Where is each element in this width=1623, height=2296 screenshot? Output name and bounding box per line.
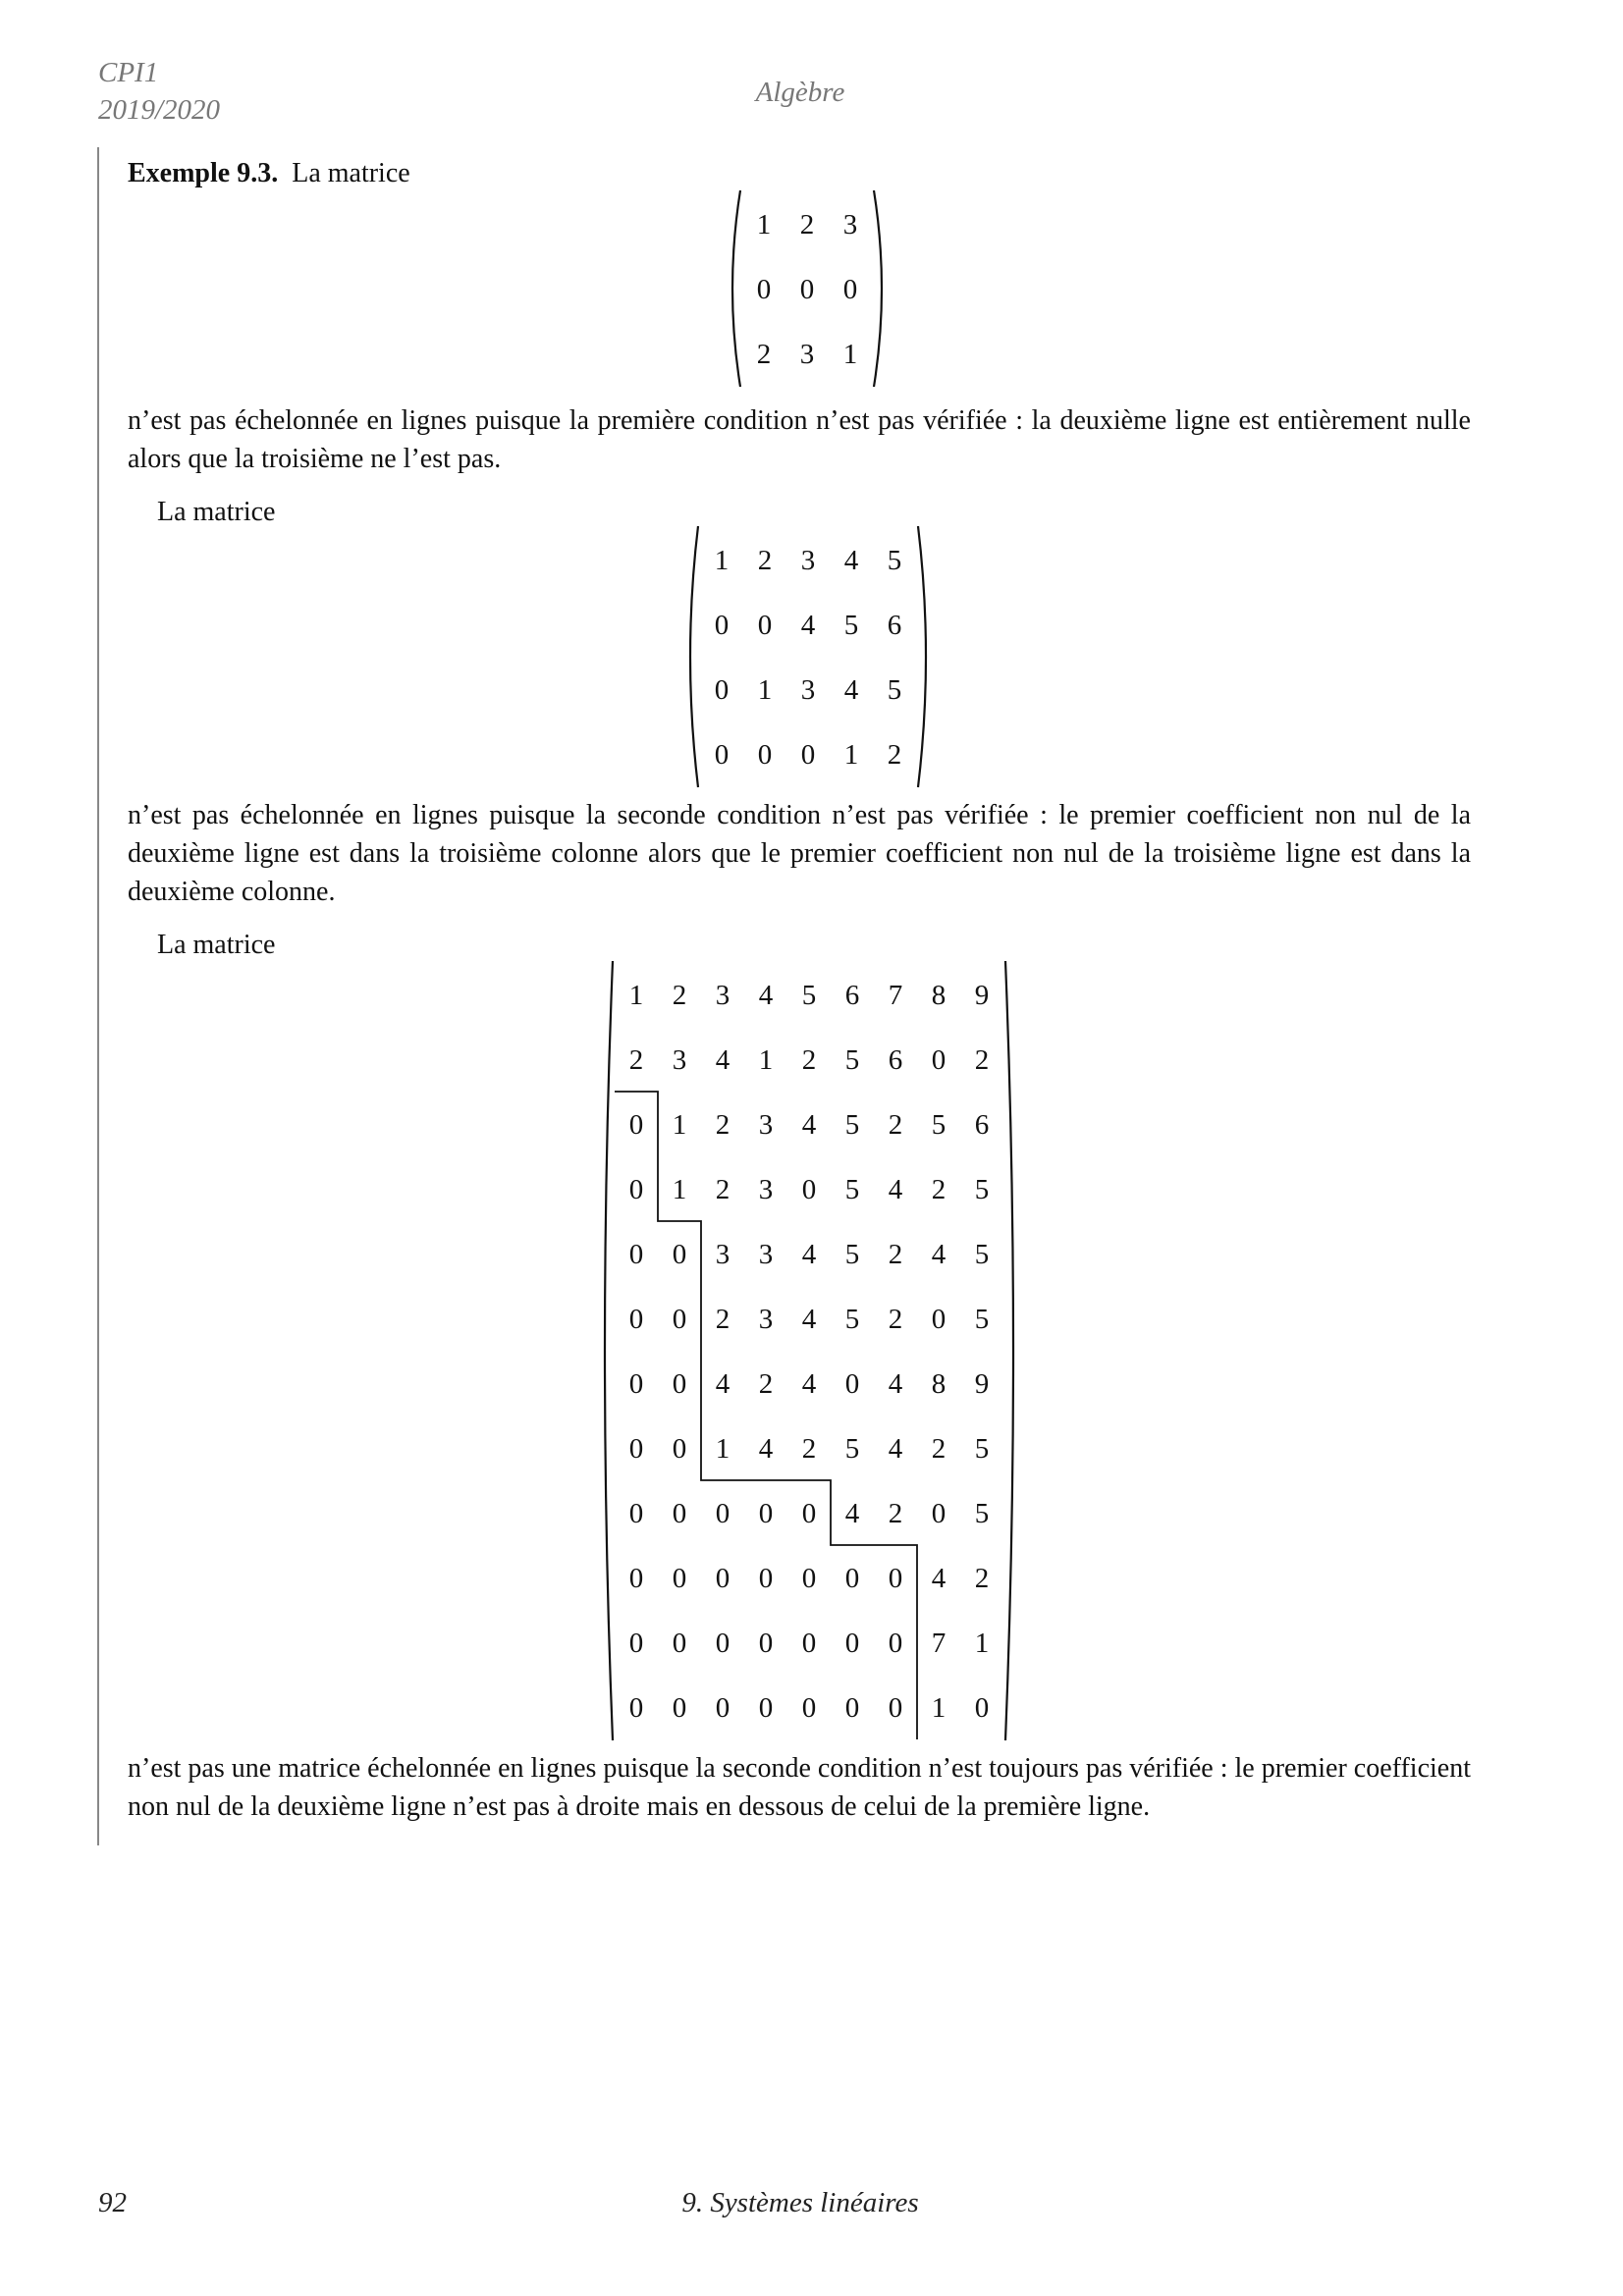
matrix-entry: 0	[799, 274, 815, 305]
matrix-entry: 2	[715, 1109, 730, 1141]
subject-title: Algèbre	[755, 77, 845, 108]
matrix-entry: 0	[672, 1433, 687, 1465]
matrix-entry: 0	[888, 1563, 903, 1594]
matrix-entry: 0	[801, 1498, 817, 1529]
matrix-entry: 0	[628, 1692, 644, 1724]
matrix1-intro: La matrice	[292, 158, 410, 188]
matrix-entry: 4	[843, 674, 859, 706]
matrix-entry: 0	[844, 1563, 860, 1594]
matrix-entry: 0	[628, 1433, 644, 1465]
matrix-entry: 3	[715, 980, 730, 1011]
matrix-entry: 0	[800, 739, 816, 771]
matrix-entry: 0	[974, 1692, 990, 1724]
matrix-entry: 4	[888, 1368, 903, 1400]
chapter-title: 9. Systèmes linéaires	[681, 2187, 919, 2218]
matrix-entry: 1	[672, 1174, 687, 1205]
matrix-entry: 2	[715, 1304, 730, 1335]
matrix-2	[684, 522, 932, 791]
matrix-entry: 4	[801, 1304, 817, 1335]
matrix-entry: 0	[714, 739, 730, 771]
matrix-entry: 0	[801, 1692, 817, 1724]
matrix-entry: 2	[888, 1304, 903, 1335]
page-number: 92	[98, 2187, 127, 2218]
matrix-entry: 0	[715, 1563, 730, 1594]
matrix-entry: 0	[672, 1628, 687, 1659]
matrix-entry: 2	[931, 1433, 947, 1465]
matrix-entry: 0	[672, 1304, 687, 1335]
matrix-entry: 5	[844, 1109, 860, 1141]
matrix-entry: 2	[628, 1044, 644, 1076]
matrix-entry: 0	[757, 610, 773, 641]
paragraph-2: n’est pas échelonnée en lignes puisque la seconde condition n’est pas vérifiée : le premier coefficient non nul de la deuxième ligne est dans la troisième colonne alors que le premier coefficient non nul de la troisième ligne est dans la deuxième colonne.	[128, 800, 1471, 907]
matrix-entry: 0	[801, 1174, 817, 1205]
matrix-entry: 0	[844, 1368, 860, 1400]
matrix-entry: 0	[931, 1304, 947, 1335]
matrix-entry: 0	[628, 1304, 644, 1335]
matrix-entry: 0	[758, 1692, 774, 1724]
matrix-entry: 5	[801, 980, 817, 1011]
academic-year: 2019/2020	[98, 94, 221, 126]
matrix-entry: 5	[974, 1239, 990, 1270]
left-parenthesis	[732, 190, 740, 387]
matrix-entry: 0	[758, 1498, 774, 1529]
matrix-entry: 5	[844, 1239, 860, 1270]
matrix-entry: 0	[672, 1563, 687, 1594]
matrix-entry: 5	[931, 1109, 947, 1141]
matrix-entry: 1	[843, 739, 859, 771]
matrix-entry: 2	[801, 1433, 817, 1465]
matrix-entry: 8	[931, 980, 947, 1011]
matrix-entry: 4	[758, 980, 774, 1011]
matrix-entry: 9	[974, 1368, 990, 1400]
paragraph-1: n’est pas échelonnée en lignes puisque la première condition n’est pas vérifiée : la deuxième ligne est entièrement nulle alors que la troisième ne l’est pas.	[128, 405, 1471, 474]
matrix-entry: 3	[842, 209, 858, 240]
matrix-entry: 0	[628, 1109, 644, 1141]
matrix-entry: 9	[974, 980, 990, 1011]
matrix-entry: 0	[801, 1563, 817, 1594]
matrix-entry: 0	[758, 1563, 774, 1594]
right-parenthesis	[918, 526, 926, 787]
matrix-entry: 4	[801, 1368, 817, 1400]
matrix2-intro: La matrice	[157, 497, 276, 527]
matrix-entry: 2	[931, 1174, 947, 1205]
matrix-entry: 0	[931, 1044, 947, 1076]
matrix-entry: 4	[801, 1239, 817, 1270]
matrix-entry: 5	[844, 1044, 860, 1076]
matrix-entry: 5	[974, 1304, 990, 1335]
matrix-entry: 5	[844, 1433, 860, 1465]
matrix-entry: 1	[628, 980, 644, 1011]
matrix-entry: 0	[888, 1692, 903, 1724]
matrix-entry: 2	[888, 1498, 903, 1529]
matrix-entry: 6	[888, 1044, 903, 1076]
matrix-entry: 0	[628, 1498, 644, 1529]
matrix-entry: 2	[888, 1109, 903, 1141]
matrix-entry: 3	[758, 1109, 774, 1141]
matrix-entry: 6	[844, 980, 860, 1011]
matrix-entry: 2	[715, 1174, 730, 1205]
matrix-entry: 0	[714, 674, 730, 706]
matrix-entry: 3	[758, 1239, 774, 1270]
right-parenthesis	[874, 190, 882, 387]
matrix-entry: 4	[888, 1174, 903, 1205]
paragraph-3: n’est pas une matrice échelonnée en lignes puisque la seconde condition n’est toujours pas vérifiée : le premier coefficient non nul de la deuxième ligne n’est pas à droite mais en dessous de celui de la première ligne.	[128, 1753, 1471, 1822]
matrix-entry: 0	[628, 1628, 644, 1659]
matrix-entry: 3	[758, 1174, 774, 1205]
matrix-entry: 3	[758, 1304, 774, 1335]
matrix-entry: 7	[931, 1628, 947, 1659]
matrix-entry: 4	[931, 1563, 947, 1594]
matrix-entry: 2	[888, 1239, 903, 1270]
matrix-entry: 1	[672, 1109, 687, 1141]
matrix-entry: 4	[758, 1433, 774, 1465]
matrix-entry: 3	[800, 674, 816, 706]
matrix-entry: 0	[628, 1563, 644, 1594]
matrix-entry: 0	[714, 610, 730, 641]
matrix-entry: 4	[801, 1109, 817, 1141]
matrix-entry: 0	[672, 1368, 687, 1400]
example-label: Exemple 9.3.	[128, 158, 279, 188]
matrix-entry: 0	[758, 1628, 774, 1659]
matrix-entry: 2	[756, 339, 772, 370]
right-parenthesis	[1005, 961, 1013, 1740]
matrix-entry: 0	[756, 274, 772, 305]
matrix-entry: 5	[974, 1498, 990, 1529]
matrix-entry: 0	[931, 1498, 947, 1529]
matrix-entry: 1	[715, 1433, 730, 1465]
matrix-entry: 0	[672, 1692, 687, 1724]
matrix-entry: 4	[800, 610, 816, 641]
matrix-entry: 0	[628, 1239, 644, 1270]
matrix-entry: 3	[799, 339, 815, 370]
matrix-entry: 1	[757, 674, 773, 706]
matrix-entry: 0	[672, 1498, 687, 1529]
matrix-entry: 3	[715, 1239, 730, 1270]
matrix-entry: 5	[887, 545, 902, 576]
matrix-entry: 0	[715, 1692, 730, 1724]
left-parenthesis	[690, 526, 698, 787]
matrix-entry: 0	[715, 1628, 730, 1659]
matrix-entry: 4	[844, 1498, 860, 1529]
matrix-entry: 4	[715, 1368, 730, 1400]
matrix-entry: 7	[888, 980, 903, 1011]
matrix-entry: 1	[842, 339, 858, 370]
matrix-entry: 1	[931, 1692, 947, 1724]
matrix-entry: 0	[715, 1498, 730, 1529]
matrix-entry: 8	[931, 1368, 947, 1400]
matrix-entry: 6	[887, 610, 902, 641]
matrix-entry: 4	[843, 545, 859, 576]
matrix-entry: 2	[974, 1044, 990, 1076]
matrix-entry: 4	[888, 1433, 903, 1465]
matrix-entry: 2	[758, 1368, 774, 1400]
matrix-entry: 2	[757, 545, 773, 576]
matrix-entry: 6	[974, 1109, 990, 1141]
matrix-entry: 2	[801, 1044, 817, 1076]
course-name: CPI1	[98, 57, 159, 88]
matrix-entry: 4	[931, 1239, 947, 1270]
matrix-entry: 0	[888, 1628, 903, 1659]
matrix-entry: 0	[672, 1239, 687, 1270]
left-parenthesis	[605, 961, 613, 1740]
matrix-entry: 5	[844, 1174, 860, 1205]
matrix-3	[599, 957, 1019, 1744]
matrix-1	[727, 187, 888, 391]
matrix-entry: 1	[974, 1628, 990, 1659]
matrix-entry: 5	[843, 610, 859, 641]
matrix-entry: 4	[715, 1044, 730, 1076]
matrix-entry: 2	[672, 980, 687, 1011]
matrix-entry: 5	[974, 1174, 990, 1205]
matrix-entry: 1	[714, 545, 730, 576]
matrix-entry: 0	[844, 1692, 860, 1724]
matrix-entry: 1	[758, 1044, 774, 1076]
matrix-entry: 3	[672, 1044, 687, 1076]
matrix-entry: 2	[974, 1563, 990, 1594]
matrix-entry: 0	[628, 1368, 644, 1400]
matrix-entry: 0	[757, 739, 773, 771]
matrix-entry: 1	[756, 209, 772, 240]
matrix-entry: 2	[799, 209, 815, 240]
matrix-entry: 5	[974, 1433, 990, 1465]
matrix-entry: 5	[887, 674, 902, 706]
matrix-entry: 0	[801, 1628, 817, 1659]
matrix-entry: 0	[844, 1628, 860, 1659]
matrix-entry: 3	[800, 545, 816, 576]
example-heading	[128, 154, 410, 192]
matrix-entry: 5	[844, 1304, 860, 1335]
example-margin-rule	[97, 147, 99, 1845]
matrix3-intro: La matrice	[157, 930, 276, 960]
matrix-entry: 0	[628, 1174, 644, 1205]
matrix-entry: 0	[842, 274, 858, 305]
matrix-entry: 2	[887, 739, 902, 771]
